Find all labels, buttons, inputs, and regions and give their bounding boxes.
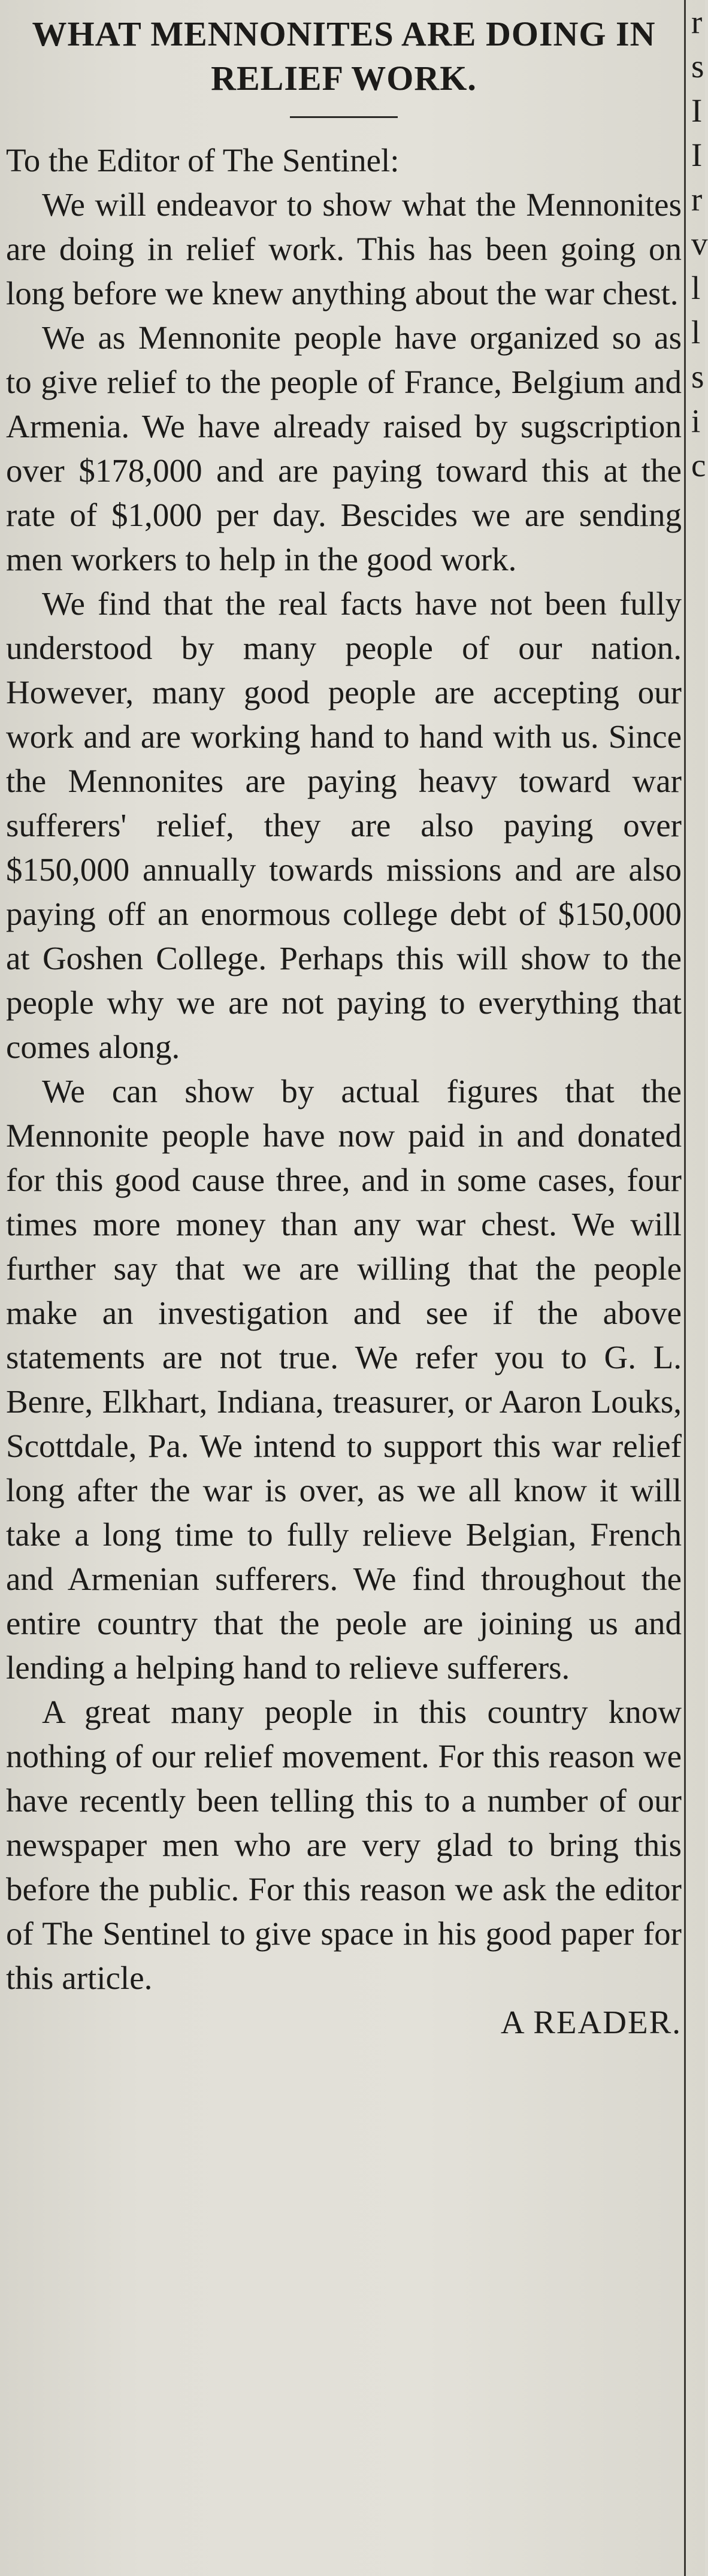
article-signature: A READER. [500,2004,682,2040]
adjacent-letter: c [691,447,706,483]
article-paragraph: We as Mennonite people have organized so as to give relief to the people of France, Belgium and Armenia. We have already raised by sugscription over $178,000 and are paying toward this at the rate of $1,000 per day. Bescides we are sending men workers to help in the good work. [6,319,682,578]
adjacent-letter: v [691,225,708,262]
article-paragraph: We will endeavor to show what the Mennonites are doing in relief work. This has been going on long before we knew anything about the war chest. [6,186,682,312]
adjacent-letter: r [691,4,703,40]
adjacent-letter: I [691,92,703,129]
article-paragraph: We can show by actual figures that the Mennonite people have now paid in and donated for this good cause three, and in some cases, four times more money than any war chest. We will further say that we are willing that the people make an investigation and see if the above statements are not true. We refer you to G. L. Benre, Elkhart, Indiana, treasurer, or Aaron Louks, Scottdale, Pa. We intend to support this war relief long after the war is over, as we all know it will take a long time to fully relieve Belgian, French and Armenian sufferers. We find throughout the entire country that the peole are joining us and lending a helping hand to relieve sufferers. [6,1073,682,1686]
adjacent-column-fragment [689,0,708,2576]
adjacent-letter: r [691,181,703,217]
column-divider [684,0,686,2576]
adjacent-letter: I [691,137,703,173]
article-body [6,183,682,2000]
article-headline: WHAT MENNONITES ARE DOING IN RELIEF WORK. [32,14,656,98]
adjacent-letter: l [691,314,701,350]
adjacent-letter: s [691,358,704,395]
adjacent-letter: i [691,403,701,439]
article-paragraph: A great many people in this country know nothing of our relief movement. For this reason we have recently been telling this to a number of our newspaper men who are very glad to bring this before the public. For this reason we ask the editor of The Sentinel to give space in his good paper for this article. [6,1694,682,1996]
article-paragraph: We find that the real facts have not been fully understood by many people of our nation. However, many good people are accepting our work and are working hand to hand with us. Since the Mennonites are paying heavy toward war sufferers' relief, they are also paying over $150,000 annually towards missions and are also paying off an enormous college debt of $150,000 at Goshen College. Perhaps this will show to the people why we are not paying to everything that comes along. [6,585,682,1065]
headline-divider [290,116,398,118]
adjacent-letter: s [691,48,704,84]
article-column [6,12,682,2045]
article-salutation: To the Editor of The Sentinel: [6,142,400,179]
adjacent-letter: l [691,270,701,306]
